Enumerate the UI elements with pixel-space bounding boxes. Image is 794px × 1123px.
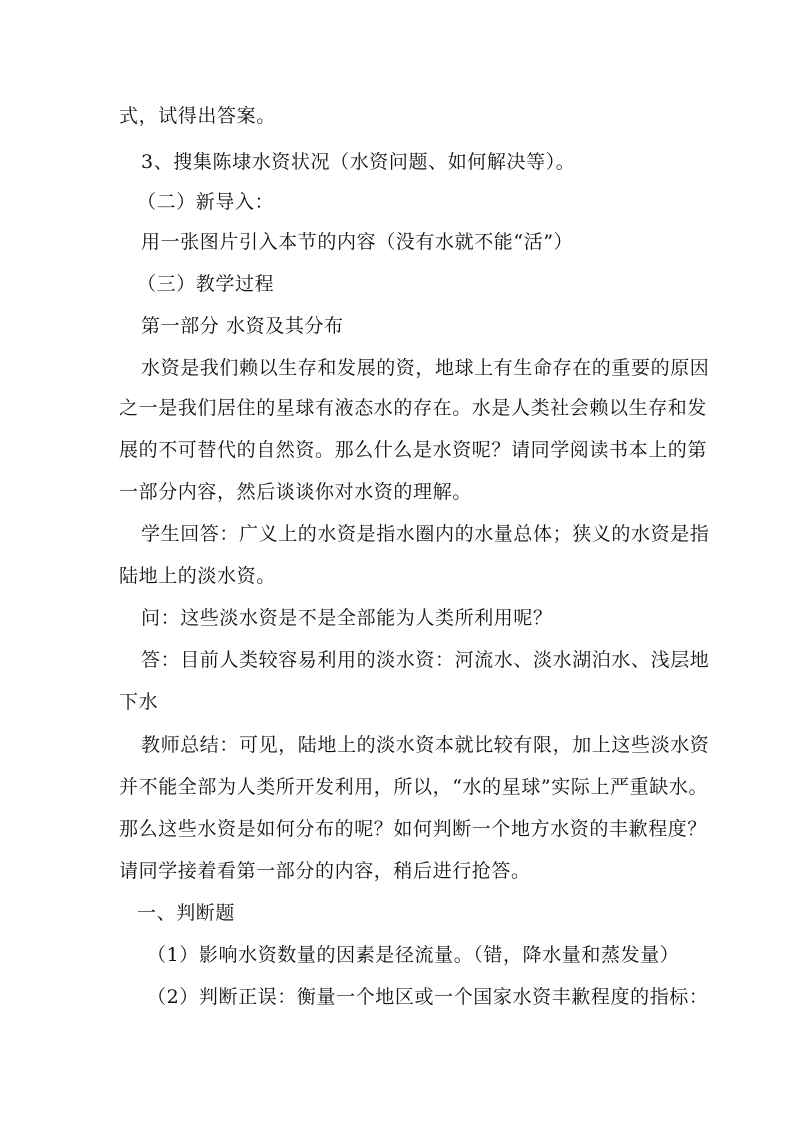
question-line: 问：这些淡水资是不是全部能为人类所利用呢？	[141, 607, 553, 629]
text-line-item-3: 3、搜集陈埭水资状况（水资问题、如何解决等）。	[141, 151, 576, 173]
text-line-intro-image: 用一张图片引入本节的内容（没有水就不能“活”）	[141, 231, 574, 253]
section-heading-part-one: 第一部分 水资及其分布	[141, 315, 344, 337]
answer-line: 答：目前人类较容易利用的淡水资：河流水、淡水湖泊水、浅层地	[141, 649, 710, 671]
paragraph-line: 展的不可替代的自然资。那么什么是水资呢？请同学阅读书本上的第	[119, 439, 708, 461]
paragraph-line: 之一是我们居住的星球有液态水的存在。水是人类社会赖以生存和发	[119, 397, 708, 419]
section-heading-teaching-process: （三）教学过程	[137, 273, 275, 295]
teacher-summary-line: 教师总结：可见，陆地上的淡水资本就比较有限，加上这些淡水资	[141, 734, 710, 756]
paragraph-line: 一部分内容，然后谈谈你对水资的理解。	[119, 481, 472, 503]
answer-line: 下水	[119, 691, 159, 713]
teacher-summary-line: 那么这些水资是如何分布的呢？如何判断一个地方水资的丰歉程度？	[119, 818, 708, 840]
student-answer-line: 陆地上的淡水资。	[119, 565, 276, 587]
paragraph-line: 水资是我们赖以生存和发展的资，地球上有生命存在的重要的原因	[141, 357, 710, 379]
true-false-item-2: （2）判断正误：衡量一个地区或一个国家水资丰歉程度的指标：	[147, 986, 709, 1008]
section-heading-true-false: 一、判断题	[137, 902, 236, 924]
teacher-summary-line: 并不能全部为人类所开发利用，所以，“水的星球”实际上严重缺水。	[119, 776, 709, 798]
student-answer-line: 学生回答：广义上的水资是指水圈内的水量总体；狭义的水资是指	[141, 523, 710, 545]
teacher-summary-line: 请同学接着看第一部分的内容，稍后进行抢答。	[119, 860, 531, 882]
section-heading-new-intro: （二）新导入：	[137, 191, 275, 213]
text-line-continuation: 式，试得出答案。	[119, 105, 276, 127]
true-false-item-1: （1）影响水资数量的因素是径流量。（错，降水量和蒸发量）	[147, 944, 680, 966]
